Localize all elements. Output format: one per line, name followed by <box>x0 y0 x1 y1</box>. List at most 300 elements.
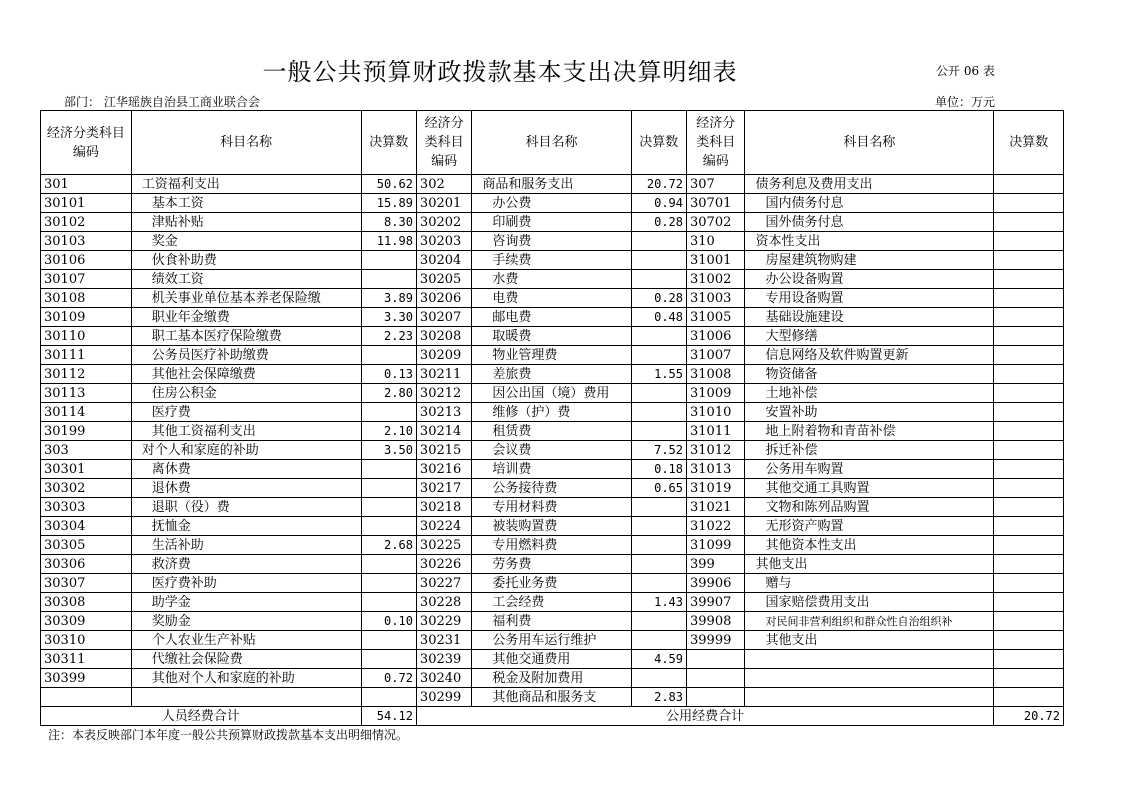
cell-amount-1: 2.23 <box>361 327 416 346</box>
cell-amount-1 <box>361 631 416 650</box>
cell-name-3: 土地补偿 <box>745 384 994 403</box>
cell-name-2: 电费 <box>472 289 631 308</box>
cell-amount-1: 3.50 <box>361 441 416 460</box>
cell-name-1: 生活补助 <box>131 536 361 555</box>
cell-amount-3 <box>994 327 1064 346</box>
cell-code-1: 30309 <box>41 612 132 631</box>
cell-amount-1 <box>361 460 416 479</box>
cell-code-3: 31013 <box>687 460 745 479</box>
cell-code-1: 303 <box>41 441 132 460</box>
cell-code-1: 30307 <box>41 574 132 593</box>
table-row <box>41 650 1064 669</box>
cell-code-2: 30239 <box>416 650 471 669</box>
cell-code-2: 30209 <box>416 346 471 365</box>
table-row <box>41 574 1064 593</box>
cell-amount-1 <box>361 403 416 422</box>
cell-code-1: 30106 <box>41 251 132 270</box>
personnel-total-label: 人员经费合计 <box>41 707 362 726</box>
cell-code-3 <box>687 650 745 669</box>
cell-name-3: 其他支出 <box>745 555 994 574</box>
cell-code-1: 301 <box>41 175 132 194</box>
cell-code-3: 31007 <box>687 346 745 365</box>
cell-name-3: 办公设备购置 <box>745 270 994 289</box>
cell-name-2: 公务用车运行维护 <box>472 631 631 650</box>
cell-code-3: 39907 <box>687 593 745 612</box>
cell-code-1: 30101 <box>41 194 132 213</box>
cell-code-3: 39908 <box>687 612 745 631</box>
cell-amount-1: 0.72 <box>361 669 416 688</box>
cell-amount-3 <box>994 555 1064 574</box>
cell-amount-3 <box>994 650 1064 669</box>
header-amount-3: 决算数 <box>994 111 1064 175</box>
cell-name-1: 绩效工资 <box>131 270 361 289</box>
cell-code-1: 30103 <box>41 232 132 251</box>
cell-name-2: 其他交通费用 <box>472 650 631 669</box>
cell-name-3: 安置补助 <box>745 403 994 422</box>
cell-amount-1 <box>361 555 416 574</box>
cell-amount-1 <box>361 574 416 593</box>
cell-amount-3 <box>994 593 1064 612</box>
cell-name-2: 其他商品和服务支 <box>472 688 631 707</box>
cell-amount-3 <box>994 669 1064 688</box>
cell-name-3: 资本性支出 <box>745 232 994 251</box>
cell-amount-3 <box>994 232 1064 251</box>
table-row <box>41 251 1064 270</box>
cell-amount-1 <box>361 517 416 536</box>
cell-amount-2 <box>631 536 686 555</box>
cell-code-3: 31019 <box>687 479 745 498</box>
cell-name-1: 公务员医疗补助缴费 <box>131 346 361 365</box>
cell-name-3 <box>745 669 994 688</box>
cell-code-2: 30201 <box>416 194 471 213</box>
cell-name-2: 福利费 <box>472 612 631 631</box>
cell-name-1: 助学金 <box>131 593 361 612</box>
cell-name-2: 专用材料费 <box>472 498 631 517</box>
cell-name-2: 差旅费 <box>472 365 631 384</box>
cell-name-2: 维修（护）费 <box>472 403 631 422</box>
cell-code-2: 30205 <box>416 270 471 289</box>
cell-name-1: 奖励金 <box>131 612 361 631</box>
cell-amount-2 <box>631 251 686 270</box>
cell-name-1: 个人农业生产补贴 <box>131 631 361 650</box>
cell-amount-2 <box>631 555 686 574</box>
cell-amount-3 <box>994 479 1064 498</box>
cell-code-3: 39999 <box>687 631 745 650</box>
cell-name-2: 税金及附加费用 <box>472 669 631 688</box>
cell-name-1: 基本工资 <box>131 194 361 213</box>
cell-name-2: 水费 <box>472 270 631 289</box>
cell-code-2: 30202 <box>416 213 471 232</box>
cell-amount-2: 1.43 <box>631 593 686 612</box>
cell-code-3: 30702 <box>687 213 745 232</box>
cell-amount-1 <box>361 270 416 289</box>
cell-amount-1: 8.30 <box>361 213 416 232</box>
cell-amount-2 <box>631 270 686 289</box>
cell-amount-3 <box>994 251 1064 270</box>
cell-amount-2 <box>631 574 686 593</box>
cell-code-2: 30215 <box>416 441 471 460</box>
cell-amount-2 <box>631 346 686 365</box>
table-header-row <box>41 111 1064 175</box>
cell-name-2: 会议费 <box>472 441 631 460</box>
cell-code-2: 30214 <box>416 422 471 441</box>
table-row <box>41 517 1064 536</box>
header-name-2: 科目名称 <box>472 111 631 175</box>
cell-name-3: 物资储备 <box>745 365 994 384</box>
table-row <box>41 346 1064 365</box>
cell-amount-2: 1.55 <box>631 365 686 384</box>
cell-amount-3 <box>994 574 1064 593</box>
cell-name-3: 对民间非营利组织和群众性自治组织补 <box>745 612 994 631</box>
cell-name-2: 手续费 <box>472 251 631 270</box>
cell-name-2: 培训费 <box>472 460 631 479</box>
cell-name-1: 退休费 <box>131 479 361 498</box>
cell-code-3: 31001 <box>687 251 745 270</box>
cell-amount-3 <box>994 175 1064 194</box>
cell-code-2: 30224 <box>416 517 471 536</box>
cell-amount-3 <box>994 308 1064 327</box>
cell-code-2: 30213 <box>416 403 471 422</box>
cell-code-1: 30308 <box>41 593 132 612</box>
cell-name-2: 工会经费 <box>472 593 631 612</box>
cell-code-1: 30310 <box>41 631 132 650</box>
cell-amount-3 <box>994 498 1064 517</box>
cell-name-2: 办公费 <box>472 194 631 213</box>
page-title: 一般公共预算财政拨款基本支出决算明细表 <box>262 58 738 86</box>
cell-code-1: 30113 <box>41 384 132 403</box>
cell-code-2: 30218 <box>416 498 471 517</box>
cell-code-2: 302 <box>416 175 471 194</box>
cell-amount-1: 50.62 <box>361 175 416 194</box>
table-row <box>41 593 1064 612</box>
cell-code-1: 30304 <box>41 517 132 536</box>
cell-amount-2: 0.65 <box>631 479 686 498</box>
cell-name-1: 医疗费补助 <box>131 574 361 593</box>
cell-name-3: 赠与 <box>745 574 994 593</box>
cell-amount-2 <box>631 631 686 650</box>
cell-name-1: 对个人和家庭的补助 <box>131 441 361 460</box>
cell-code-2: 30229 <box>416 612 471 631</box>
cell-amount-2 <box>631 403 686 422</box>
cell-name-3: 房屋建筑物购建 <box>745 251 994 270</box>
cell-amount-2: 4.59 <box>631 650 686 669</box>
cell-name-3: 国外债务付息 <box>745 213 994 232</box>
table-row <box>41 365 1064 384</box>
table-row <box>41 403 1064 422</box>
cell-name-1: 医疗费 <box>131 403 361 422</box>
cell-code-3: 31011 <box>687 422 745 441</box>
cell-amount-3 <box>994 517 1064 536</box>
cell-code-2: 30211 <box>416 365 471 384</box>
cell-code-3: 31005 <box>687 308 745 327</box>
cell-name-2: 因公出国（境）费用 <box>472 384 631 403</box>
cell-code-1: 30305 <box>41 536 132 555</box>
cell-amount-1 <box>361 251 416 270</box>
cell-code-1: 30311 <box>41 650 132 669</box>
cell-code-3 <box>687 688 745 707</box>
cell-amount-2 <box>631 327 686 346</box>
cell-code-1: 30199 <box>41 422 132 441</box>
cell-name-1: 其他对个人和家庭的补助 <box>131 669 361 688</box>
cell-amount-3 <box>994 346 1064 365</box>
cell-name-2: 专用燃料费 <box>472 536 631 555</box>
table-row <box>41 536 1064 555</box>
cell-amount-3 <box>994 384 1064 403</box>
cell-amount-2 <box>631 384 686 403</box>
cell-amount-2 <box>631 232 686 251</box>
form-number: 公开 06 表 <box>936 64 995 78</box>
public-total-label: 公用经费合计 <box>416 707 993 726</box>
cell-name-1: 伙食补助费 <box>131 251 361 270</box>
table-row <box>41 213 1064 232</box>
cell-code-1: 30302 <box>41 479 132 498</box>
cell-code-3: 31012 <box>687 441 745 460</box>
cell-code-1: 30306 <box>41 555 132 574</box>
cell-amount-1 <box>361 498 416 517</box>
cell-amount-1: 2.80 <box>361 384 416 403</box>
cell-code-2: 30240 <box>416 669 471 688</box>
cell-name-1: 住房公积金 <box>131 384 361 403</box>
cell-name-1: 代缴社会保险费 <box>131 650 361 669</box>
header-code-3: 经济分类科目编码 <box>687 111 745 175</box>
cell-amount-2: 0.94 <box>631 194 686 213</box>
cell-amount-2 <box>631 612 686 631</box>
cell-code-1: 30112 <box>41 365 132 384</box>
cell-code-3: 31009 <box>687 384 745 403</box>
cell-code-2: 30207 <box>416 308 471 327</box>
cell-name-3: 债务利息及费用支出 <box>745 175 994 194</box>
cell-name-1: 离休费 <box>131 460 361 479</box>
cell-amount-1 <box>361 479 416 498</box>
cell-name-3: 地上附着物和青苗补偿 <box>745 422 994 441</box>
table-row <box>41 612 1064 631</box>
cell-amount-2 <box>631 422 686 441</box>
header-name-1: 科目名称 <box>131 111 361 175</box>
cell-name-3 <box>745 688 994 707</box>
cell-amount-3 <box>994 194 1064 213</box>
public-total-value: 20.72 <box>994 707 1064 726</box>
cell-amount-3 <box>994 213 1064 232</box>
cell-amount-3 <box>994 536 1064 555</box>
cell-name-1: 职工基本医疗保险缴费 <box>131 327 361 346</box>
cell-code-3: 39906 <box>687 574 745 593</box>
cell-amount-2: 0.28 <box>631 289 686 308</box>
cell-code-3: 307 <box>687 175 745 194</box>
cell-code-1: 30110 <box>41 327 132 346</box>
cell-code-3: 399 <box>687 555 745 574</box>
cell-name-1: 奖金 <box>131 232 361 251</box>
cell-name-3: 大型修缮 <box>745 327 994 346</box>
cell-amount-2 <box>631 669 686 688</box>
header-code-1: 经济分类科目编码 <box>41 111 132 175</box>
cell-code-2: 30216 <box>416 460 471 479</box>
table-row <box>41 631 1064 650</box>
cell-amount-3 <box>994 270 1064 289</box>
cell-amount-1 <box>361 593 416 612</box>
table-row <box>41 479 1064 498</box>
cell-amount-1: 0.13 <box>361 365 416 384</box>
table-row <box>41 194 1064 213</box>
cell-code-1: 30107 <box>41 270 132 289</box>
cell-code-3 <box>687 669 745 688</box>
cell-name-3: 国内债务付息 <box>745 194 994 213</box>
cell-code-1: 30108 <box>41 289 132 308</box>
cell-amount-1: 15.89 <box>361 194 416 213</box>
cell-code-1: 30109 <box>41 308 132 327</box>
cell-name-2: 租赁费 <box>472 422 631 441</box>
cell-code-2: 30204 <box>416 251 471 270</box>
cell-amount-2: 0.48 <box>631 308 686 327</box>
cell-code-2: 30231 <box>416 631 471 650</box>
cell-code-2: 30208 <box>416 327 471 346</box>
totals-row <box>41 707 1064 726</box>
cell-name-2: 公务接待费 <box>472 479 631 498</box>
cell-code-1 <box>41 688 132 707</box>
cell-name-2: 物业管理费 <box>472 346 631 365</box>
table-row <box>41 384 1064 403</box>
cell-code-2: 30225 <box>416 536 471 555</box>
cell-name-3: 信息网络及软件购置更新 <box>745 346 994 365</box>
cell-code-3: 31010 <box>687 403 745 422</box>
cell-code-1: 30111 <box>41 346 132 365</box>
cell-code-1: 30303 <box>41 498 132 517</box>
footnote: 注：本表反映部门本年度一般公共预算财政拨款基本支出明细情况。 <box>48 728 409 742</box>
department-label: 部门： 江华瑶族自治县工商业联合会 <box>64 95 260 109</box>
cell-amount-3 <box>994 441 1064 460</box>
cell-amount-2: 0.18 <box>631 460 686 479</box>
header-code-2: 经济分类科目编码 <box>416 111 471 175</box>
cell-name-3: 无形资产购置 <box>745 517 994 536</box>
cell-amount-1: 11.98 <box>361 232 416 251</box>
cell-code-3: 31006 <box>687 327 745 346</box>
cell-name-1: 救济费 <box>131 555 361 574</box>
table-row <box>41 232 1064 251</box>
table-row <box>41 441 1064 460</box>
cell-code-2: 30226 <box>416 555 471 574</box>
cell-amount-1: 2.10 <box>361 422 416 441</box>
cell-code-1: 30301 <box>41 460 132 479</box>
cell-name-1: 其他工资福利支出 <box>131 422 361 441</box>
cell-amount-1 <box>361 346 416 365</box>
table-row <box>41 422 1064 441</box>
cell-amount-3 <box>994 365 1064 384</box>
cell-code-3: 310 <box>687 232 745 251</box>
table-row <box>41 270 1064 289</box>
cell-code-2: 30228 <box>416 593 471 612</box>
cell-code-3: 30701 <box>687 194 745 213</box>
cell-name-1: 职业年金缴费 <box>131 308 361 327</box>
cell-name-2: 被装购置费 <box>472 517 631 536</box>
cell-amount-2 <box>631 517 686 536</box>
cell-name-3: 基础设施建设 <box>745 308 994 327</box>
cell-name-2: 委托业务费 <box>472 574 631 593</box>
cell-name-3: 拆迁补偿 <box>745 441 994 460</box>
cell-name-1: 津贴补贴 <box>131 213 361 232</box>
cell-name-1: 退职（役）费 <box>131 498 361 517</box>
cell-code-3: 31008 <box>687 365 745 384</box>
cell-amount-2: 7.52 <box>631 441 686 460</box>
table-row <box>41 308 1064 327</box>
table-row <box>41 460 1064 479</box>
cell-code-2: 30206 <box>416 289 471 308</box>
cell-amount-2: 20.72 <box>631 175 686 194</box>
cell-code-2: 30227 <box>416 574 471 593</box>
cell-code-3: 31099 <box>687 536 745 555</box>
cell-amount-1: 3.89 <box>361 289 416 308</box>
cell-amount-2: 0.28 <box>631 213 686 232</box>
cell-name-2: 咨询费 <box>472 232 631 251</box>
unit-label: 单位：万元 <box>935 95 996 109</box>
cell-name-1: 工资福利支出 <box>131 175 361 194</box>
cell-name-2: 商品和服务支出 <box>472 175 631 194</box>
cell-name-3: 国家赔偿费用支出 <box>745 593 994 612</box>
cell-code-2: 30212 <box>416 384 471 403</box>
cell-name-3: 其他资本性支出 <box>745 536 994 555</box>
cell-name-1: 机关事业单位基本养老保险缴 <box>131 289 361 308</box>
table-row <box>41 327 1064 346</box>
cell-code-2: 30203 <box>416 232 471 251</box>
cell-name-3 <box>745 650 994 669</box>
header-amount-1: 决算数 <box>361 111 416 175</box>
cell-name-3: 其他交通工具购置 <box>745 479 994 498</box>
header-name-3: 科目名称 <box>745 111 994 175</box>
header-amount-2: 决算数 <box>631 111 686 175</box>
cell-name-3: 其他支出 <box>745 631 994 650</box>
cell-code-2: 30299 <box>416 688 471 707</box>
cell-code-3: 31003 <box>687 289 745 308</box>
cell-code-1: 30102 <box>41 213 132 232</box>
table-row <box>41 175 1064 194</box>
cell-amount-2: 2.83 <box>631 688 686 707</box>
cell-amount-3 <box>994 289 1064 308</box>
cell-amount-1: 3.30 <box>361 308 416 327</box>
cell-amount-1: 2.68 <box>361 536 416 555</box>
cell-amount-1: 0.10 <box>361 612 416 631</box>
cell-code-3: 31002 <box>687 270 745 289</box>
table-row <box>41 555 1064 574</box>
expenditure-table <box>40 110 1064 726</box>
cell-amount-3 <box>994 422 1064 441</box>
cell-code-2: 30217 <box>416 479 471 498</box>
cell-code-3: 31022 <box>687 517 745 536</box>
cell-amount-3 <box>994 688 1064 707</box>
cell-name-3: 专用设备购置 <box>745 289 994 308</box>
cell-name-3: 文物和陈列品购置 <box>745 498 994 517</box>
cell-name-1: 其他社会保障缴费 <box>131 365 361 384</box>
cell-amount-1 <box>361 650 416 669</box>
cell-amount-3 <box>994 631 1064 650</box>
cell-amount-3 <box>994 612 1064 631</box>
cell-amount-2 <box>631 498 686 517</box>
table-row <box>41 289 1064 308</box>
personnel-total-value: 54.12 <box>361 707 416 726</box>
cell-code-1: 30399 <box>41 669 132 688</box>
cell-code-3: 31021 <box>687 498 745 517</box>
cell-name-2: 邮电费 <box>472 308 631 327</box>
cell-amount-3 <box>994 460 1064 479</box>
table-row <box>41 688 1064 707</box>
cell-amount-3 <box>994 403 1064 422</box>
table-row <box>41 669 1064 688</box>
cell-code-1: 30114 <box>41 403 132 422</box>
cell-name-3: 公务用车购置 <box>745 460 994 479</box>
cell-name-2: 取暖费 <box>472 327 631 346</box>
cell-name-1: 抚恤金 <box>131 517 361 536</box>
cell-name-2: 劳务费 <box>472 555 631 574</box>
cell-name-2: 印刷费 <box>472 213 631 232</box>
cell-amount-1 <box>361 688 416 707</box>
table-row <box>41 498 1064 517</box>
